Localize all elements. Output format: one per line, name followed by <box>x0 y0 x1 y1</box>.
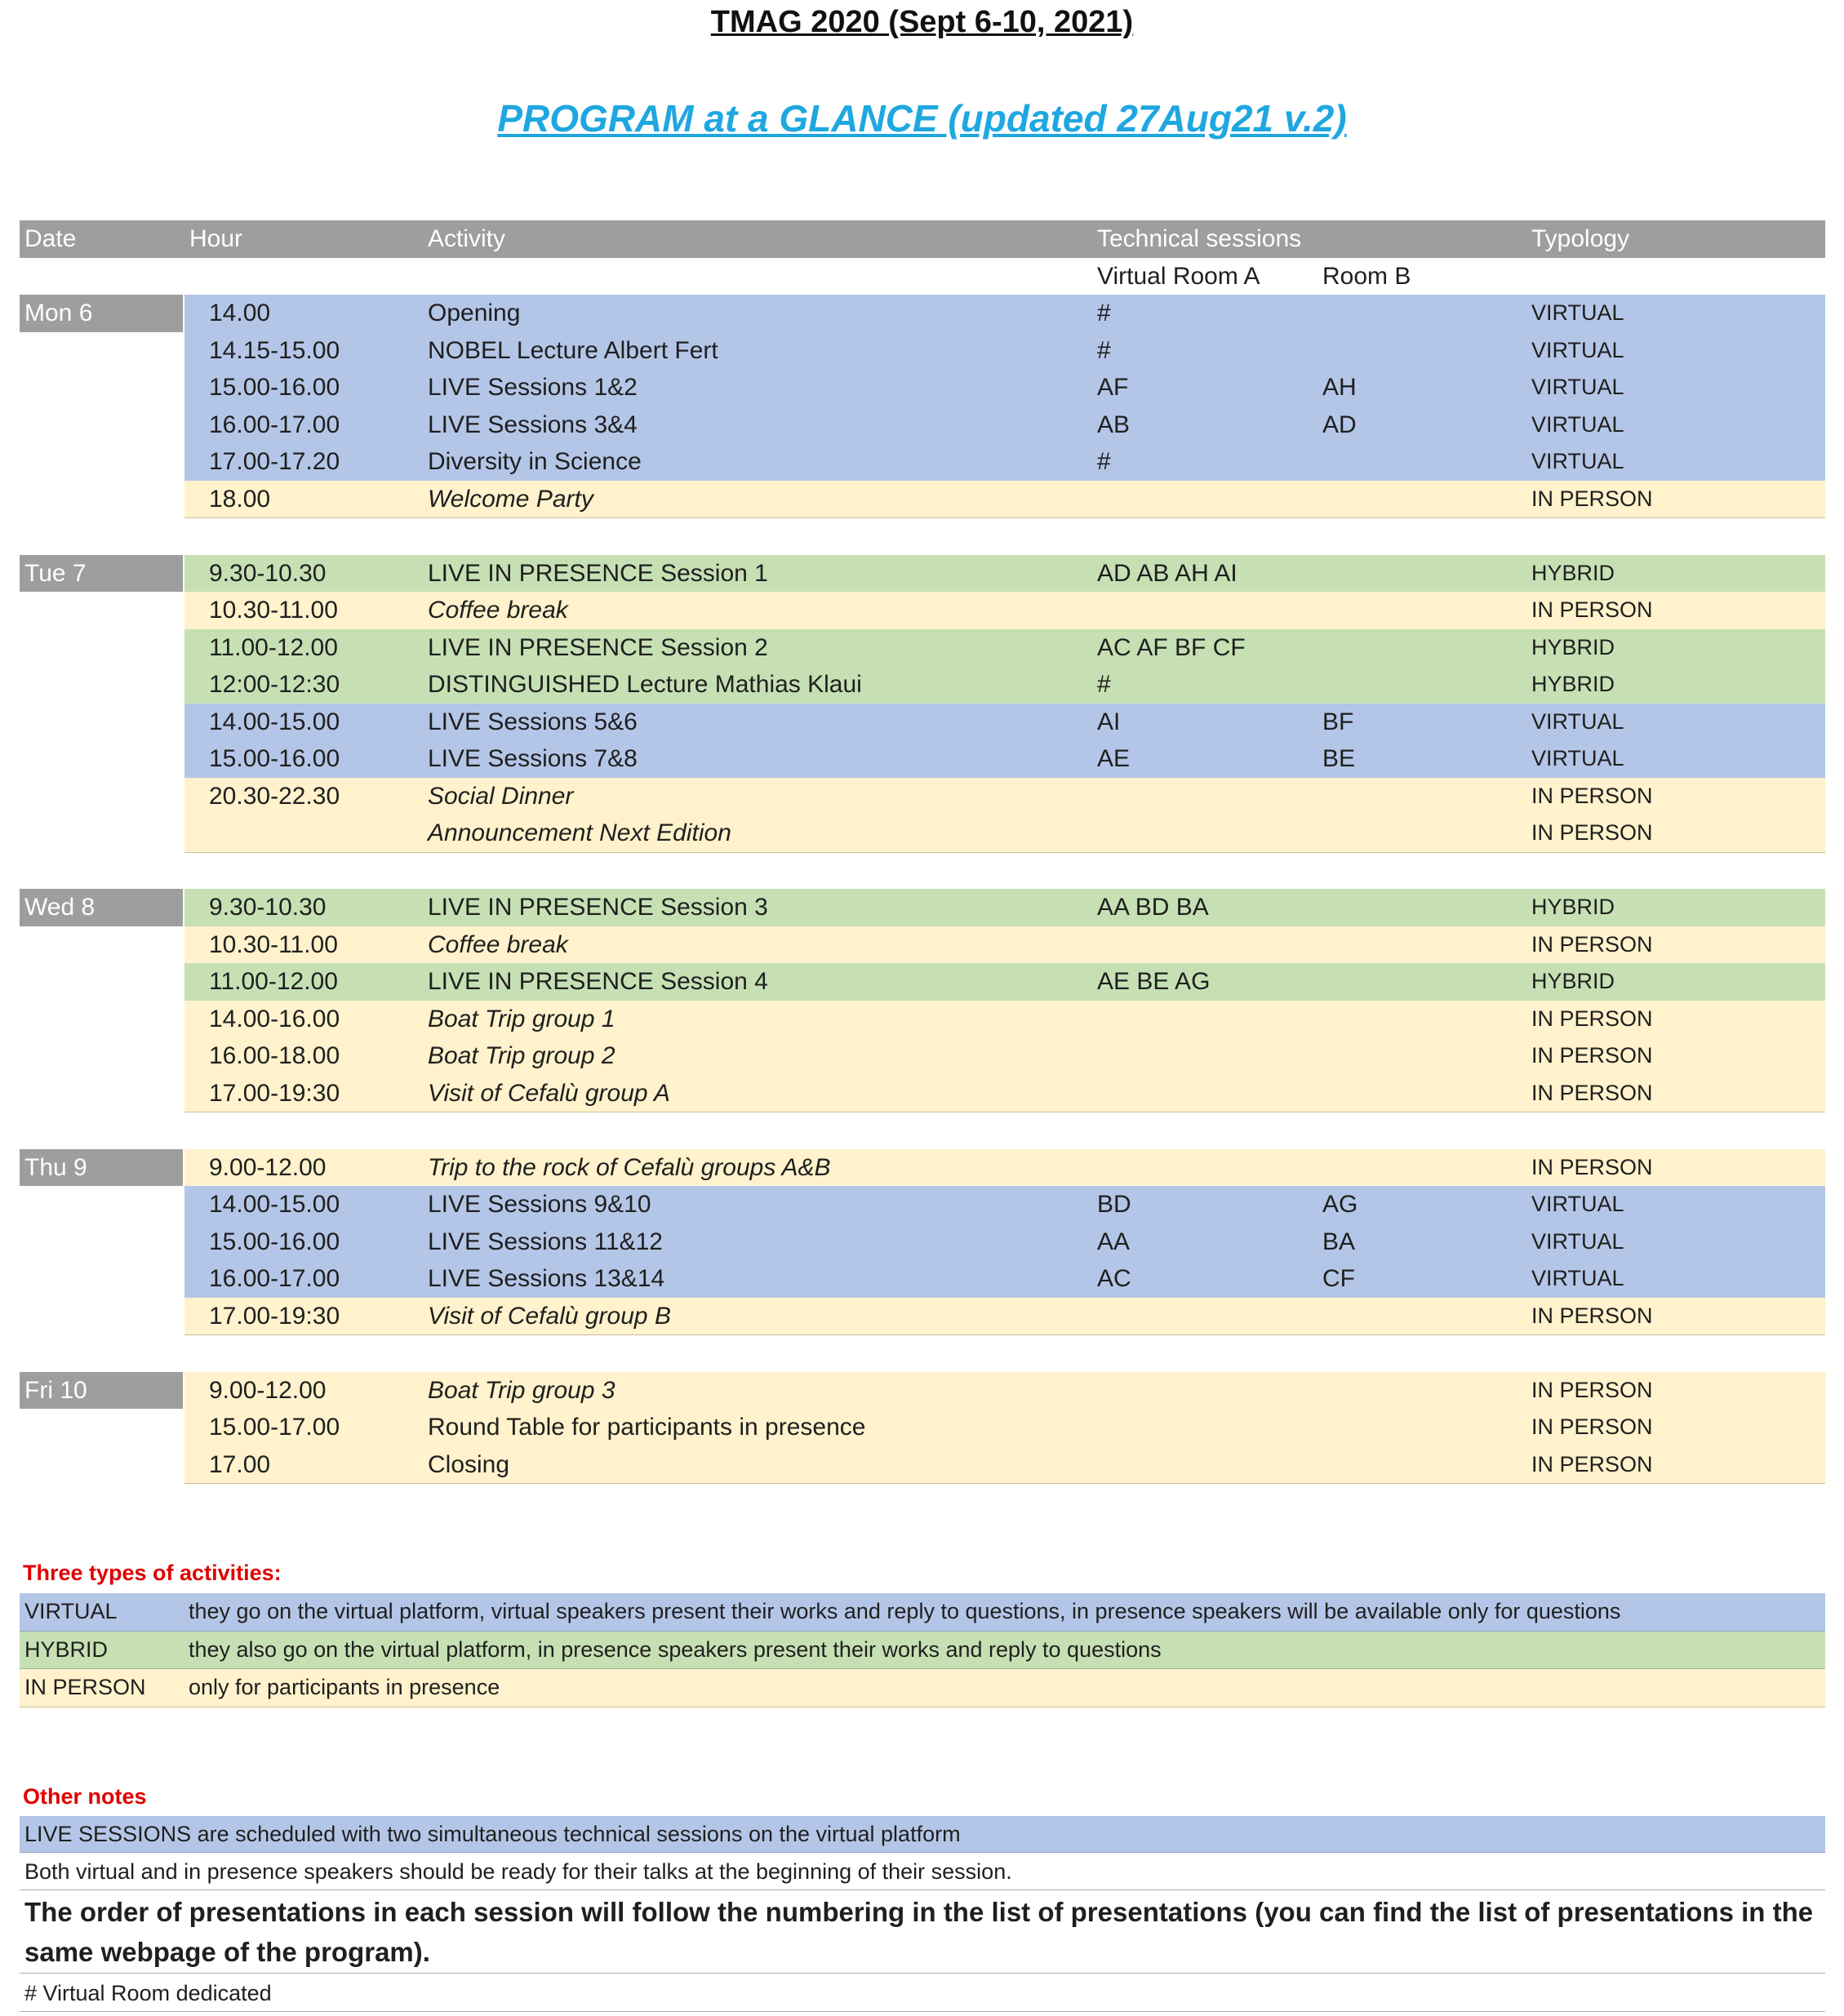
cell-typology: VIRTUAL <box>1531 337 1624 362</box>
cell-activity: Coffee break <box>428 597 568 624</box>
cell-virtual-room-a <box>1097 1298 1317 1335</box>
cell-activity: LIVE IN PRESENCE Session 2 <box>428 633 768 661</box>
cell-virtual-room-a <box>1097 926 1317 964</box>
cell-virtual-room-a: AF <box>1097 374 1129 401</box>
table-row <box>20 1186 1825 1223</box>
legend-key: HYBRID <box>24 1636 109 1662</box>
cell-activity: Visit of Cefalù group B <box>428 1302 671 1330</box>
legend-title: Three types of activities: <box>23 1561 282 1585</box>
cell-activity: Visit of Cefalù group A <box>428 1079 670 1107</box>
cell-room-b <box>1322 1409 1526 1446</box>
cell-hour: 17.00 <box>209 1450 271 1478</box>
table-row <box>20 332 1825 370</box>
table-row <box>20 1446 1825 1484</box>
cell-room-b <box>1322 815 1526 852</box>
cell-room-b: BF <box>1322 708 1354 735</box>
cell-typology: IN PERSON <box>1531 597 1653 622</box>
legend-row <box>20 1593 1825 1632</box>
cell-room-b <box>1322 629 1526 667</box>
cell-typology: HYBRID <box>1531 969 1615 993</box>
cell-virtual-room-a: # <box>1097 671 1111 698</box>
cell-room-b: BE <box>1322 745 1356 772</box>
cell-typology: VIRTUAL <box>1531 746 1624 770</box>
header-technical-sessions: Technical sessions <box>1097 225 1302 252</box>
cell-room-b <box>1322 592 1526 629</box>
cell-typology: HYBRID <box>1531 560 1615 585</box>
cell-virtual-room-a: # <box>1097 448 1111 475</box>
cell-typology: HYBRID <box>1531 634 1615 659</box>
document-title: TMAG 2020 (Sept 6-10, 2021) <box>710 5 1134 39</box>
cell-typology: VIRTUAL <box>1531 300 1624 325</box>
cell-activity: Trip to the rock of Cefalù groups A&B <box>428 1153 831 1181</box>
days-container <box>20 295 1825 1483</box>
cell-virtual-room-a: AC AF BF CF <box>1097 633 1246 661</box>
cell-hour: 9.00-12.00 <box>209 1376 327 1404</box>
cell-activity: LIVE IN PRESENCE Session 1 <box>428 559 768 587</box>
day-label: Mon 6 <box>20 295 183 332</box>
cell-hour: 18.00 <box>209 485 271 513</box>
cell-hour: 17.00-17.20 <box>209 448 340 475</box>
cell-typology: IN PERSON <box>1531 931 1653 957</box>
cell-activity: Boat Trip group 3 <box>428 1376 615 1404</box>
table-row <box>20 889 1825 926</box>
cell-hour: 17.00-19:30 <box>209 1302 340 1330</box>
cell-activity: Diversity in Science <box>428 448 642 475</box>
day-spacer <box>20 517 1825 555</box>
cell-room-b <box>1322 1149 1526 1187</box>
cell-typology: HYBRID <box>1531 895 1615 919</box>
note-presentation-order: The order of presentations in each session will follow the numbering in the list of presentations (you can find the list of presentations in the same webpage of the program). <box>20 1892 1825 1974</box>
day-label: Tue 7 <box>20 555 183 593</box>
cell-activity: LIVE Sessions 1&2 <box>428 374 638 401</box>
cell-typology: IN PERSON <box>1531 820 1653 845</box>
legend-row <box>20 1669 1825 1707</box>
table-row <box>20 443 1825 481</box>
cell-typology: VIRTUAL <box>1531 708 1624 734</box>
table-row <box>20 369 1825 406</box>
note-speakers-ready: Both virtual and in presence speakers should be ready for their talks at the beginning of their session. <box>20 1854 1825 1890</box>
cell-room-b <box>1322 963 1526 1001</box>
header-typology: Typology <box>1531 225 1630 252</box>
day-label: Thu 9 <box>20 1149 183 1187</box>
cell-typology: IN PERSON <box>1531 1303 1653 1328</box>
cell-virtual-room-a <box>1097 1372 1317 1410</box>
cell-typology: IN PERSON <box>1531 486 1653 511</box>
cell-activity: Coffee break <box>428 930 568 958</box>
cell-typology: IN PERSON <box>1531 1043 1653 1068</box>
cell-hour: 11.00-12.00 <box>209 633 338 661</box>
cell-virtual-room-a: BD <box>1097 1191 1131 1218</box>
cell-activity: LIVE Sessions 3&4 <box>428 411 638 438</box>
cell-hour: 9.30-10.30 <box>209 559 327 587</box>
table-row <box>20 1409 1825 1446</box>
legend-key: VIRTUAL <box>24 1599 118 1623</box>
table-header-row <box>20 220 1825 258</box>
cell-room-b: AG <box>1322 1191 1358 1218</box>
table-row <box>20 1075 1825 1112</box>
cell-room-b: AH <box>1322 374 1357 401</box>
cell-virtual-room-a: # <box>1097 300 1111 326</box>
table-row <box>20 926 1825 964</box>
cell-activity: Boat Trip group 1 <box>428 1005 615 1032</box>
table-row <box>20 1260 1825 1298</box>
cell-activity: LIVE Sessions 5&6 <box>428 708 638 735</box>
cell-virtual-room-a <box>1097 481 1317 518</box>
cell-hour: 16.00-17.00 <box>209 411 340 438</box>
table-row <box>20 666 1825 704</box>
cell-room-b <box>1322 1446 1526 1484</box>
cell-activity: Round Table for participants in presence <box>428 1414 866 1441</box>
legend-description: they also go on the virtual platform, in presence speakers present their works and reply to questions <box>189 1636 1162 1662</box>
cell-typology: HYBRID <box>1531 672 1615 696</box>
cell-activity: LIVE IN PRESENCE Session 3 <box>428 894 768 921</box>
cell-hour: 10.30-11.00 <box>209 930 338 958</box>
notes-title: Other notes <box>23 1784 147 1809</box>
day-spacer <box>20 1334 1825 1372</box>
cell-typology: VIRTUAL <box>1531 411 1624 437</box>
schedule-table <box>20 220 1825 1483</box>
day-label: Fri 10 <box>20 1372 183 1410</box>
table-row <box>20 1037 1825 1075</box>
table-subheader-row <box>20 258 1825 295</box>
cell-virtual-room-a <box>1097 1409 1317 1446</box>
cell-room-b <box>1322 1298 1526 1335</box>
cell-hour: 9.30-10.30 <box>209 894 327 921</box>
cell-virtual-room-a: AA BD BA <box>1097 894 1209 921</box>
cell-hour <box>209 815 438 852</box>
cell-typology: IN PERSON <box>1531 1006 1653 1031</box>
cell-hour: 11.00-12.00 <box>209 968 338 995</box>
cell-hour: 14.00 <box>209 300 271 326</box>
cell-activity: Closing <box>428 1450 510 1478</box>
cell-room-b: AD <box>1322 411 1357 438</box>
cell-virtual-room-a <box>1097 1001 1317 1038</box>
cell-virtual-room-a: AE <box>1097 745 1131 772</box>
cell-hour: 14.00-15.00 <box>209 1191 340 1218</box>
note-live-sessions: LIVE SESSIONS are scheduled with two simultaneous technical sessions on the virtual platform <box>20 1816 1825 1853</box>
note-virtual-room-hash: # Virtual Room dedicated <box>20 1975 1825 2012</box>
table-row <box>20 592 1825 629</box>
cell-virtual-room-a: # <box>1097 336 1111 364</box>
header-room-b: Room B <box>1322 262 1411 290</box>
cell-virtual-room-a <box>1097 592 1317 629</box>
cell-hour: 14.15-15.00 <box>209 336 340 364</box>
table-row <box>20 295 1825 332</box>
legend-description: only for participants in presence <box>189 1675 500 1699</box>
cell-virtual-room-a <box>1097 815 1317 852</box>
cell-room-b <box>1322 1001 1526 1038</box>
cell-hour: 17.00-19:30 <box>209 1079 340 1107</box>
cell-activity: LIVE Sessions 11&12 <box>428 1228 663 1255</box>
cell-room-b <box>1322 926 1526 964</box>
table-row <box>20 1001 1825 1038</box>
cell-typology: VIRTUAL <box>1531 1266 1624 1290</box>
header-date: Date <box>24 225 77 252</box>
cell-activity: LIVE Sessions 7&8 <box>428 745 638 772</box>
cell-virtual-room-a <box>1097 778 1317 815</box>
cell-typology: VIRTUAL <box>1531 449 1624 473</box>
day-spacer <box>20 852 1825 890</box>
table-row <box>20 481 1825 518</box>
cell-typology: IN PERSON <box>1531 783 1653 808</box>
cell-hour: 10.30-11.00 <box>209 597 338 624</box>
table-row <box>20 778 1825 815</box>
cell-room-b: CF <box>1322 1265 1355 1292</box>
cell-hour: 15.00-16.00 <box>209 374 340 401</box>
cell-activity: LIVE IN PRESENCE Session 4 <box>428 968 768 995</box>
cell-room-b <box>1322 481 1526 518</box>
cell-room-b <box>1322 778 1526 815</box>
table-row <box>20 1372 1825 1410</box>
activity-types-legend <box>20 1593 1825 1707</box>
table-row <box>20 740 1825 778</box>
cell-typology: IN PERSON <box>1531 1377 1653 1402</box>
cell-virtual-room-a: AB <box>1097 411 1131 438</box>
cell-activity: LIVE Sessions 13&14 <box>428 1265 665 1292</box>
cell-virtual-room-a <box>1097 1037 1317 1075</box>
cell-typology: IN PERSON <box>1531 1414 1653 1439</box>
cell-room-b <box>1322 1075 1526 1112</box>
cell-room-b <box>1322 555 1526 593</box>
cell-hour: 20.30-22.30 <box>209 782 340 810</box>
day-spacer <box>20 1112 1825 1149</box>
table-row <box>20 406 1825 444</box>
cell-activity: DISTINGUISHED Lecture Mathias Klaui <box>428 671 862 698</box>
table-row <box>20 1223 1825 1261</box>
cell-room-b <box>1322 1037 1526 1075</box>
cell-room-b <box>1322 332 1526 370</box>
cell-activity: Social Dinner <box>428 782 574 810</box>
cell-typology: VIRTUAL <box>1531 375 1624 399</box>
cell-virtual-room-a <box>1097 1446 1317 1484</box>
cell-room-b <box>1322 443 1526 481</box>
cell-activity: LIVE Sessions 9&10 <box>428 1191 651 1218</box>
cell-hour: 16.00-18.00 <box>209 1042 340 1069</box>
cell-activity: Welcome Party <box>428 485 593 513</box>
cell-hour: 9.00-12.00 <box>209 1153 327 1181</box>
legend-key: IN PERSON <box>24 1675 146 1699</box>
cell-activity: NOBEL Lecture Albert Fert <box>428 336 718 364</box>
cell-hour: 16.00-17.00 <box>209 1265 340 1292</box>
header-virtual-room-a: Virtual Room A <box>1097 262 1260 290</box>
cell-hour: 15.00-17.00 <box>209 1414 340 1441</box>
cell-hour: 15.00-16.00 <box>209 1228 340 1255</box>
header-hour: Hour <box>189 225 243 252</box>
table-row <box>20 629 1825 667</box>
cell-virtual-room-a: AC <box>1097 1265 1131 1292</box>
cell-virtual-room-a <box>1097 1075 1317 1112</box>
cell-room-b <box>1322 889 1526 926</box>
cell-hour: 12:00-12:30 <box>209 671 340 698</box>
table-row <box>20 963 1825 1001</box>
table-row <box>20 704 1825 741</box>
cell-activity: Announcement Next Edition <box>428 819 731 846</box>
table-row <box>20 1298 1825 1335</box>
cell-typology: IN PERSON <box>1531 1451 1653 1476</box>
cell-typology: IN PERSON <box>1531 1154 1653 1179</box>
table-row <box>20 1149 1825 1187</box>
cell-virtual-room-a: AA <box>1097 1228 1131 1255</box>
cell-activity: Boat Trip group 2 <box>428 1042 615 1069</box>
cell-room-b <box>1322 295 1526 332</box>
legend-row <box>20 1632 1825 1670</box>
cell-virtual-room-a: AE BE AG <box>1097 968 1211 995</box>
cell-hour: 14.00-15.00 <box>209 708 340 735</box>
cell-activity: Opening <box>428 300 521 326</box>
table-row <box>20 815 1825 852</box>
cell-virtual-room-a: AI <box>1097 708 1121 735</box>
cell-room-b: BA <box>1322 1228 1356 1255</box>
cell-virtual-room-a: AD AB AH AI <box>1097 559 1237 587</box>
cell-virtual-room-a <box>1097 1149 1317 1187</box>
cell-typology: IN PERSON <box>1531 1080 1653 1105</box>
cell-typology: VIRTUAL <box>1531 1228 1624 1254</box>
header-activity: Activity <box>428 225 506 252</box>
day-label: Wed 8 <box>20 889 183 926</box>
program-subtitle: PROGRAM at a GLANCE (updated 27Aug21 v.2) <box>497 97 1347 140</box>
cell-room-b <box>1322 1372 1526 1410</box>
cell-typology: VIRTUAL <box>1531 1192 1624 1216</box>
table-row <box>20 555 1825 593</box>
legend-description: they go on the virtual platform, virtual speakers present their works and reply to questions, in presence speakers will be available only for questions <box>189 1599 1621 1623</box>
cell-room-b <box>1322 666 1526 704</box>
cell-hour: 14.00-16.00 <box>209 1005 340 1032</box>
cell-hour: 15.00-16.00 <box>209 745 340 772</box>
